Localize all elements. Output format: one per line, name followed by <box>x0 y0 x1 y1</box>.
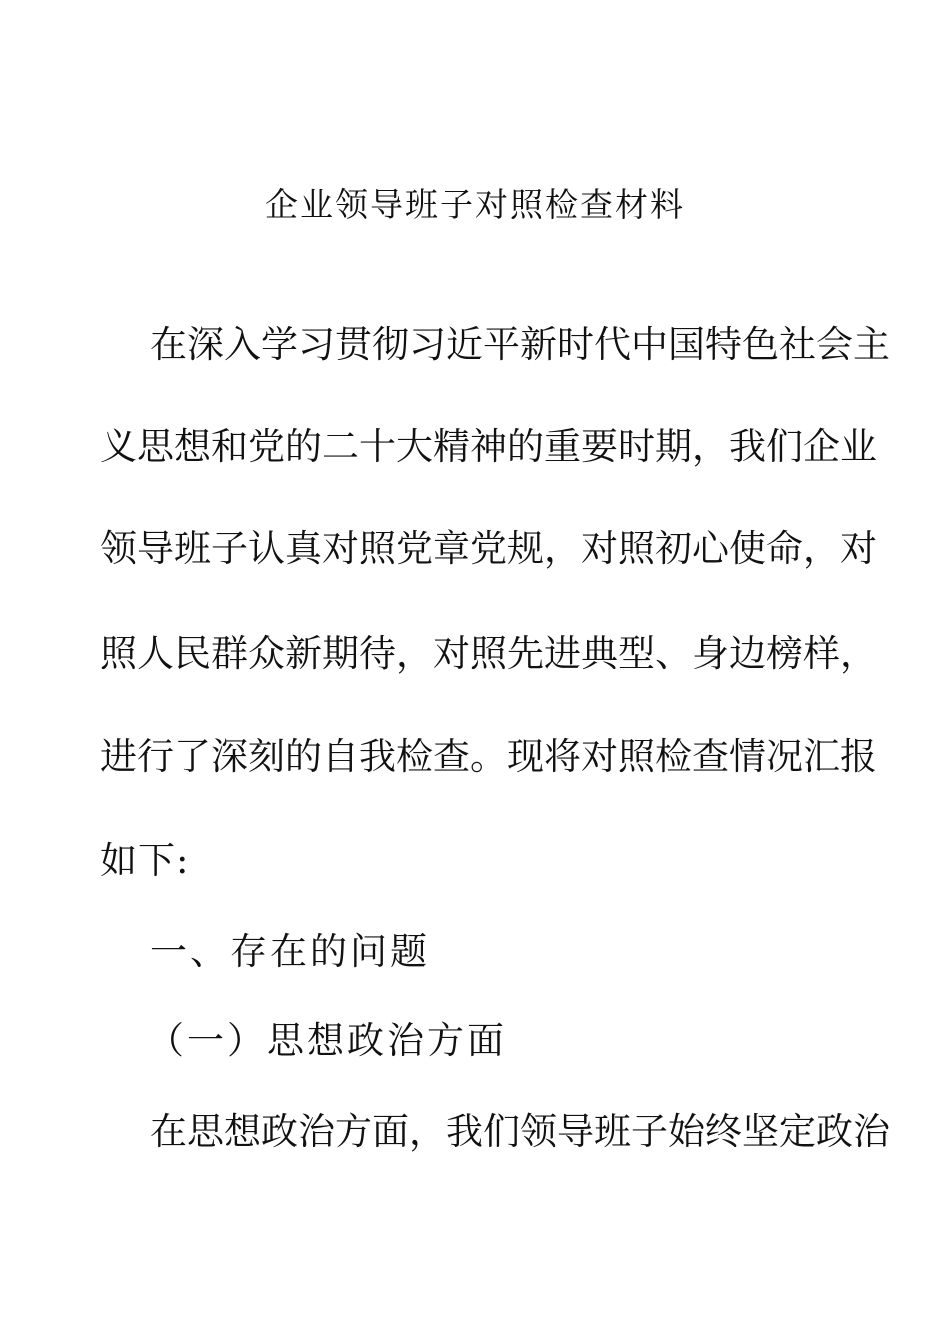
paragraph-1-line-5: 进 行 了 深 刻 的 自 我 检 查 。 现 将 对 照 检 查 情 况 汇 报 <box>100 735 877 778</box>
paragraph-1-line-2: 义 思 想 和 党 的 二 十 大 精 神 的 重 要 时 期 ， 我 们 企 业 <box>100 425 877 468</box>
section-heading: 一、存在的问题 <box>150 930 430 973</box>
paragraph-1-line-4: 照 人 民 群 众 新 期 待 ， 对 照 先 进 典 型 、 身 边 榜 样 ， <box>100 632 877 675</box>
paragraph-1-line-6: 如下: <box>100 839 190 882</box>
document-title: 企业领导班子对照检查材料 <box>265 185 685 224</box>
subsection-heading: （一）思想政治方面 <box>147 1019 507 1062</box>
paragraph-1-line-3: 领 导 班 子 认 真 对 照 党 章 党 规 ， 对 照 初 心 使 命 ， 对 <box>100 527 877 570</box>
paragraph-1-line-1: 在 深 入 学 习 贯 彻 习 近 平 新 时 代 中 国 特 色 社 会 主 <box>150 323 890 366</box>
paragraph-2-line-1: 在 思 想 政 治 方 面 ， 我 们 领 导 班 子 始 终 坚 定 政 治 <box>150 1110 890 1153</box>
